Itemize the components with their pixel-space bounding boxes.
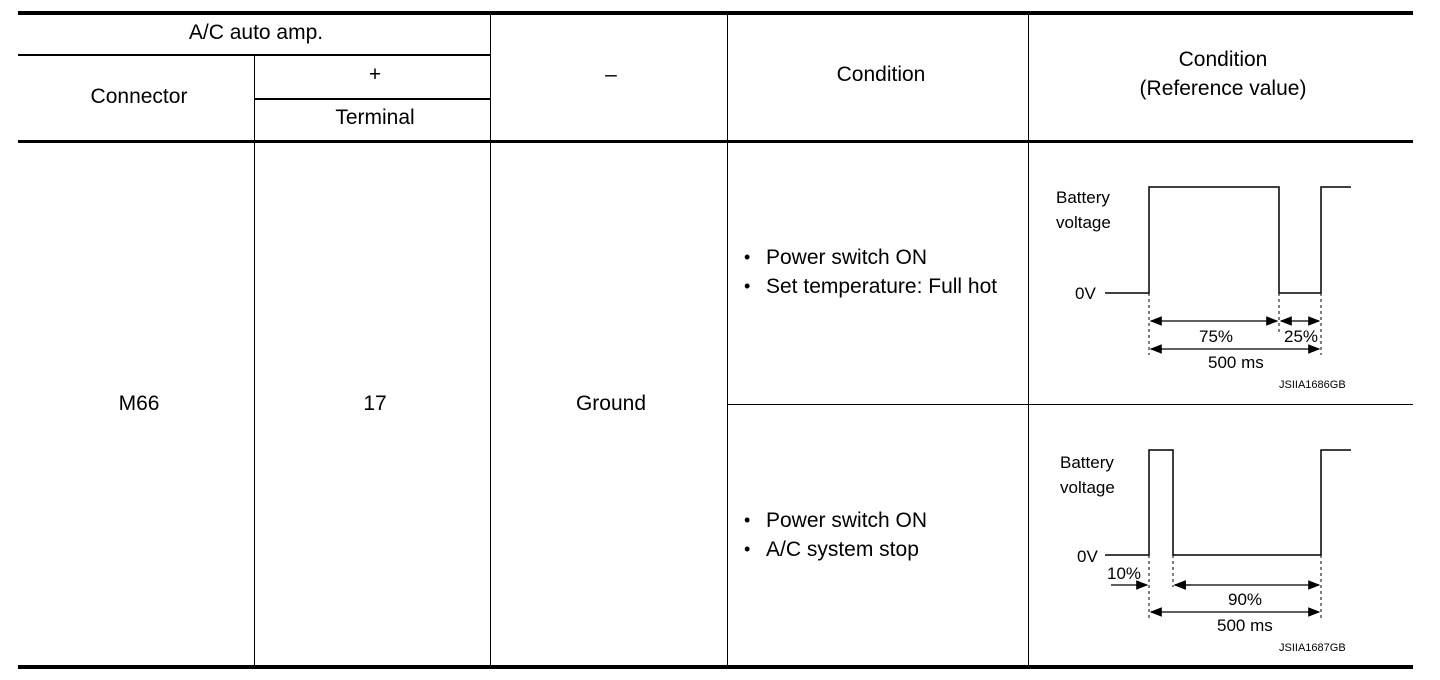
cell-terminal: 17 — [363, 392, 387, 415]
y-label-voltage: voltage — [1060, 478, 1115, 497]
high-percent-label: 75% — [1199, 327, 1234, 346]
list-item: • Power switch ON — [740, 506, 927, 535]
y-label-battery: Battery — [1056, 188, 1110, 207]
header-terminal: Terminal — [335, 106, 415, 129]
list-item: • Set temperature: Full hot — [740, 272, 997, 301]
y-label-voltage: voltage — [1056, 213, 1111, 232]
col-divider-ground — [727, 14, 728, 665]
header-plus: + — [368, 63, 382, 86]
header-minus: – — [605, 63, 617, 86]
condition-list-2 — [740, 506, 927, 564]
list-item: • Power switch ON — [740, 243, 997, 272]
high-percent-label: 10% — [1107, 564, 1142, 583]
waveform-diagram-ac-stop — [1029, 405, 1413, 665]
cell-ground: Ground — [575, 392, 647, 415]
header-group-title: A/C auto amp. — [188, 21, 324, 44]
header-reference-line1: Condition — [1178, 48, 1268, 71]
low-percent-label: 25% — [1284, 327, 1319, 346]
cell-connector: M66 — [118, 392, 160, 415]
header-divider-2 — [254, 98, 490, 100]
pulse-signal-line — [1105, 450, 1351, 555]
col-divider-terminal — [490, 14, 491, 665]
low-percent-label: 90% — [1228, 590, 1263, 609]
header-connector: Connector — [90, 85, 188, 108]
condition-list-1 — [740, 243, 997, 301]
zero-volt-label: 0V — [1075, 284, 1096, 303]
col-divider-connector — [254, 55, 255, 665]
pulse-signal-line — [1105, 187, 1351, 293]
table-top-rule — [18, 11, 1413, 15]
figure-code: JSIIA1687GB — [1279, 642, 1346, 654]
list-item: • A/C system stop — [740, 535, 927, 564]
table-bottom-rule — [18, 665, 1413, 669]
y-label-battery: Battery — [1060, 453, 1114, 472]
period-label: 500 ms — [1217, 616, 1273, 635]
waveform-diagram-full-hot — [1029, 143, 1413, 404]
header-condition: Condition — [836, 63, 926, 86]
figure-code: JSIIA1686GB — [1279, 379, 1346, 391]
zero-volt-label: 0V — [1077, 547, 1098, 566]
header-reference-line2: (Reference value) — [1139, 77, 1307, 100]
period-label: 500 ms — [1208, 353, 1264, 372]
